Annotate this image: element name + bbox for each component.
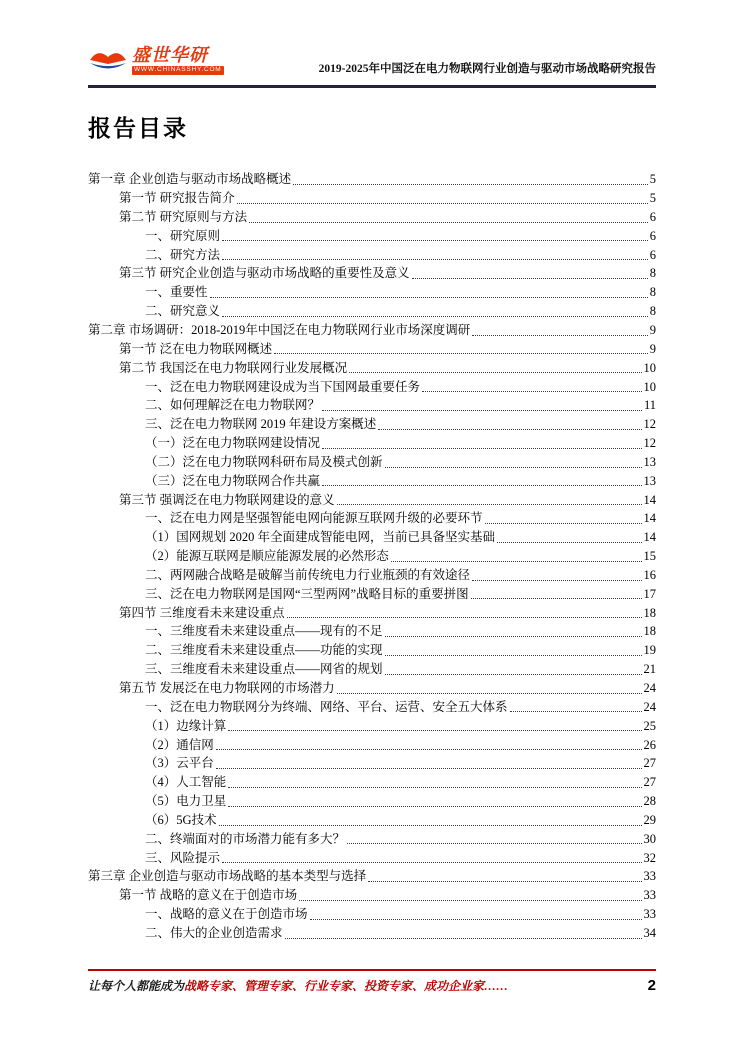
- toc-dotted-leader: [385, 674, 642, 675]
- toc-entry: [88, 904, 656, 923]
- toc-page-number: 6: [649, 228, 656, 243]
- toc-page-number: 13: [643, 473, 656, 488]
- toc-entry-text: 一、泛在电力物联网建设成为当下国网最重要任务: [145, 379, 421, 394]
- toc-dotted-leader: [422, 391, 641, 392]
- toc-entry-text: 一、泛在电力物联网分为终端、网络、平台、运营、安全五大体系: [145, 699, 508, 714]
- toc-entry-text: （二）泛在电力物联网科研布局及模式创新: [145, 454, 383, 469]
- toc-dotted-leader: [310, 919, 642, 920]
- toc-page-number: 24: [643, 681, 656, 695]
- toc-dotted-leader: [285, 938, 642, 939]
- toc-dotted-leader: [412, 278, 648, 279]
- toc-entry-text: 一、研究原则: [145, 228, 221, 243]
- toc-page-number: 16: [643, 567, 656, 582]
- toc-entry-text: 二、研究意义: [145, 304, 221, 319]
- company-logo: [88, 46, 224, 78]
- toc-entry-text: 第二节 我国泛在电力物联网行业发展概况: [119, 360, 348, 375]
- toc-entry: [88, 471, 656, 490]
- toc-page-number: 34: [643, 925, 656, 940]
- toc-dotted-leader: [347, 843, 641, 844]
- toc-entry: [88, 715, 656, 734]
- toc-entry-text: （4）人工智能: [145, 775, 227, 790]
- toc-entry-text: 三、风险提示: [145, 850, 221, 865]
- toc-entry: [88, 508, 656, 527]
- toc-entry: [88, 885, 656, 904]
- toc-entry-text: 二、研究方法: [145, 247, 221, 262]
- toc-dotted-leader: [216, 749, 642, 750]
- toc-page-number: 26: [643, 737, 656, 752]
- toc-dotted-leader: [497, 542, 641, 543]
- toc-dotted-leader: [322, 410, 642, 411]
- toc-list: [88, 169, 656, 942]
- toc-dotted-leader: [322, 448, 641, 449]
- logo-text: [132, 46, 224, 75]
- toc-entry-text: （1）边缘计算: [145, 718, 227, 733]
- toc-dotted-leader: [210, 297, 648, 298]
- toc-entry-text: 三、泛在电力物联网是国网“三型两网”战略目标的重要拼图: [145, 586, 469, 601]
- toc-dotted-leader: [228, 806, 641, 807]
- toc-dotted-leader: [472, 580, 641, 581]
- toc-entry: [88, 734, 656, 753]
- toc-entry: [88, 829, 656, 848]
- toc-dotted-leader: [219, 825, 642, 826]
- toc-page-number: 12: [643, 417, 656, 432]
- toc-entry-text: （1）国网规划 2020 年全面建成智能电网，当前已具备坚实基础: [145, 530, 496, 545]
- toc-entry: [88, 433, 656, 452]
- toc-entry-text: （5）电力卫星: [145, 794, 227, 809]
- toc-entry-text: 三、三维度看未来建设重点——网省的规划: [145, 662, 383, 677]
- toc-dotted-leader: [337, 504, 642, 505]
- toc-entry-text: 一、重要性: [145, 285, 208, 300]
- toc-entry-text: 第三节 研究企业创造与驱动市场战略的重要性及意义: [119, 266, 410, 281]
- toc-dotted-leader: [385, 467, 642, 468]
- toc-page-number: 24: [643, 699, 656, 714]
- toc-page-number: 10: [643, 379, 656, 394]
- toc-dotted-leader: [385, 636, 642, 637]
- toc-entry-text: 二、如何理解泛在电力物联网？: [145, 398, 321, 413]
- toc-entry-text: 第一节 泛在电力物联网概述: [119, 341, 273, 356]
- toc-entry: [88, 244, 656, 263]
- toc-entry: [88, 640, 656, 659]
- toc-page-number: 14: [643, 511, 656, 526]
- toc-dotted-leader: [274, 353, 648, 354]
- toc-entry-text: （三）泛在电力物联网合作共赢: [145, 473, 321, 488]
- toc-dotted-leader: [471, 598, 642, 599]
- toc-entry-text: 第五节 发展泛在电力物联网的市场潜力: [119, 681, 335, 695]
- toc-dotted-leader: [322, 485, 641, 486]
- toc-page-number: 9: [649, 322, 656, 337]
- toc-dotted-leader: [510, 711, 642, 712]
- toc-page-number: 17: [643, 586, 656, 601]
- toc-dotted-leader: [228, 730, 641, 731]
- toc-entry-text: 二、终端面对的市场潜力能有多大？: [145, 831, 346, 846]
- toc-entry: [88, 565, 656, 584]
- toc-page-number: 19: [643, 643, 656, 658]
- toc-page-number: 28: [643, 794, 656, 809]
- toc-dotted-leader: [391, 561, 642, 562]
- toc-entry-text: 二、三维度看未来建设重点——功能的实现: [145, 643, 383, 658]
- toc-entry: [88, 226, 656, 245]
- page-title: 报告目录: [88, 116, 188, 141]
- toc-entry-text: （2）通信网: [145, 737, 214, 752]
- toc-page-number: 21: [643, 662, 656, 677]
- toc-dotted-leader: [228, 787, 641, 788]
- toc-page-number: 33: [643, 869, 656, 884]
- toc-dotted-leader: [287, 617, 642, 618]
- toc-entry: [88, 207, 656, 226]
- toc-page-number: 11: [643, 398, 656, 413]
- toc-entry-text: （3）云平台: [145, 756, 214, 771]
- toc-entry: [88, 357, 656, 376]
- toc-entry: [88, 339, 656, 358]
- page-header: [88, 46, 656, 88]
- toc-page-number: 8: [649, 266, 656, 281]
- footer-slogan-highlight: 战略专家、管理专家、行业专家、投资专家、成功企业家……: [184, 979, 509, 993]
- toc-dotted-leader: [349, 372, 641, 373]
- toc-entry-text: 第三章 企业创造与驱动市场战略的基本类型与选择: [88, 869, 367, 884]
- toc-page-number: 14: [643, 492, 656, 507]
- toc-entry-text: （一）泛在电力物联网建设情况: [145, 436, 321, 451]
- toc-page-number: 27: [643, 756, 656, 771]
- toc-page-number: 10: [643, 360, 656, 375]
- toc-page-number: 29: [643, 812, 656, 827]
- toc-entry: [88, 301, 656, 320]
- open-book-logo-icon: [88, 46, 128, 78]
- toc-entry: [88, 791, 656, 810]
- toc-dotted-leader: [293, 184, 648, 185]
- toc-page-number: 18: [643, 624, 656, 639]
- toc-entry: [88, 376, 656, 395]
- toc-entry-text: 第一节 研究报告简介: [119, 191, 235, 206]
- toc-entry: [88, 527, 656, 546]
- page-footer: [88, 969, 656, 994]
- toc-page-number: 32: [643, 850, 656, 865]
- toc-dotted-leader: [378, 429, 641, 430]
- toc-entry: [88, 678, 656, 697]
- toc-page-number: 8: [649, 304, 656, 319]
- toc-entry: [88, 697, 656, 716]
- toc-page-number: 14: [643, 530, 656, 545]
- toc-page-number: 9: [649, 341, 656, 356]
- toc-dotted-leader: [368, 881, 641, 882]
- toc-dotted-leader: [222, 862, 641, 863]
- toc-page-number: 30: [643, 831, 656, 846]
- toc-entry-text: 第一章 企业创造与驱动市场战略概述: [88, 172, 292, 187]
- toc-dotted-leader: [222, 316, 648, 317]
- toc-page-number: 12: [643, 436, 656, 451]
- toc-entry: [88, 169, 656, 188]
- logo-company-name: 盛世华研: [132, 45, 208, 65]
- toc-entry-text: 第二节 研究原则与方法: [119, 209, 248, 224]
- toc-dotted-leader: [249, 222, 648, 223]
- toc-page-number: 13: [643, 454, 656, 469]
- toc-entry-text: 一、泛在电力网是坚强智能电网向能源互联网升级的必要环节: [145, 511, 483, 526]
- toc-entry-text: 一、三维度看未来建设重点——现有的不足: [145, 624, 383, 639]
- toc-entry: [88, 866, 656, 885]
- toc-dotted-leader: [385, 655, 642, 656]
- toc-entry-text: 第二章 市场调研：2018-2019年中国泛在电力物联网行业市场深度调研: [88, 322, 471, 337]
- footer-slogan: [88, 977, 508, 994]
- toc-dotted-leader: [485, 523, 642, 524]
- toc-page-number: 15: [643, 549, 656, 564]
- toc-entry-text: 第一节 战略的意义在于创造市场: [119, 888, 298, 903]
- toc-entry: [88, 753, 656, 772]
- toc-dotted-leader: [237, 203, 648, 204]
- toc-entry: [88, 584, 656, 603]
- toc-entry-text: 三、泛在电力物联网 2019 年建设方案概述: [145, 417, 377, 432]
- toc-entry: [88, 923, 656, 942]
- toc-dotted-leader: [299, 900, 641, 901]
- toc-entry-text: （6）5G技术: [145, 812, 217, 827]
- toc-entry-text: 第三节 强调泛在电力物联网建设的意义: [119, 492, 335, 507]
- report-title: 2019-2025年中国泛在电力物联网行业创造与驱动市场战略研究报告: [318, 63, 656, 75]
- logo-website: WWW.CHINASSHY.COM: [134, 66, 222, 73]
- toc-page-number: 33: [643, 888, 656, 903]
- toc-entry: [88, 489, 656, 508]
- toc-entry: [88, 602, 656, 621]
- toc-entry: [88, 847, 656, 866]
- toc-entry: [88, 659, 656, 678]
- toc-page-number: 5: [649, 191, 656, 206]
- page-number: 2: [647, 977, 656, 994]
- toc-dotted-leader: [222, 240, 648, 241]
- toc-dotted-leader: [337, 693, 642, 694]
- toc-entry-text: 二、两网融合战略是破解当前传统电力行业瓶颈的有效途径: [145, 567, 471, 582]
- toc-entry: [88, 546, 656, 565]
- toc-dotted-leader: [222, 259, 648, 260]
- toc-page-number: 27: [643, 775, 656, 790]
- toc-page-number: 18: [643, 605, 656, 620]
- toc-page-number: 25: [643, 718, 656, 733]
- toc-page-number: 6: [649, 209, 656, 224]
- toc-entry-text: 二、伟大的企业创造需求: [145, 925, 283, 940]
- toc-entry-text: 第四节 三维度看未来建设重点: [119, 605, 285, 620]
- toc-entry: [88, 320, 656, 339]
- toc-dotted-leader: [472, 335, 647, 336]
- toc-entry: [88, 188, 656, 207]
- toc-page-number: 5: [649, 172, 656, 187]
- toc-dotted-leader: [216, 768, 642, 769]
- toc-entry: [88, 621, 656, 640]
- toc-entry: [88, 810, 656, 829]
- toc-entry: [88, 395, 656, 414]
- toc-entry: [88, 414, 656, 433]
- toc-entry: [88, 452, 656, 471]
- toc-page-number: 33: [643, 907, 656, 922]
- toc-entry: [88, 772, 656, 791]
- toc-entry: [88, 282, 656, 301]
- toc-entry-text: 一、战略的意义在于创造市场: [145, 907, 308, 922]
- toc-entry: [88, 263, 656, 282]
- toc-entry-text: （2）能源互联网是顺应能源发展的必然形态: [145, 549, 389, 564]
- footer-slogan-prefix: 让每个人都能成为: [88, 979, 185, 993]
- toc-page-number: 6: [649, 247, 656, 262]
- toc-page-number: 8: [649, 285, 656, 300]
